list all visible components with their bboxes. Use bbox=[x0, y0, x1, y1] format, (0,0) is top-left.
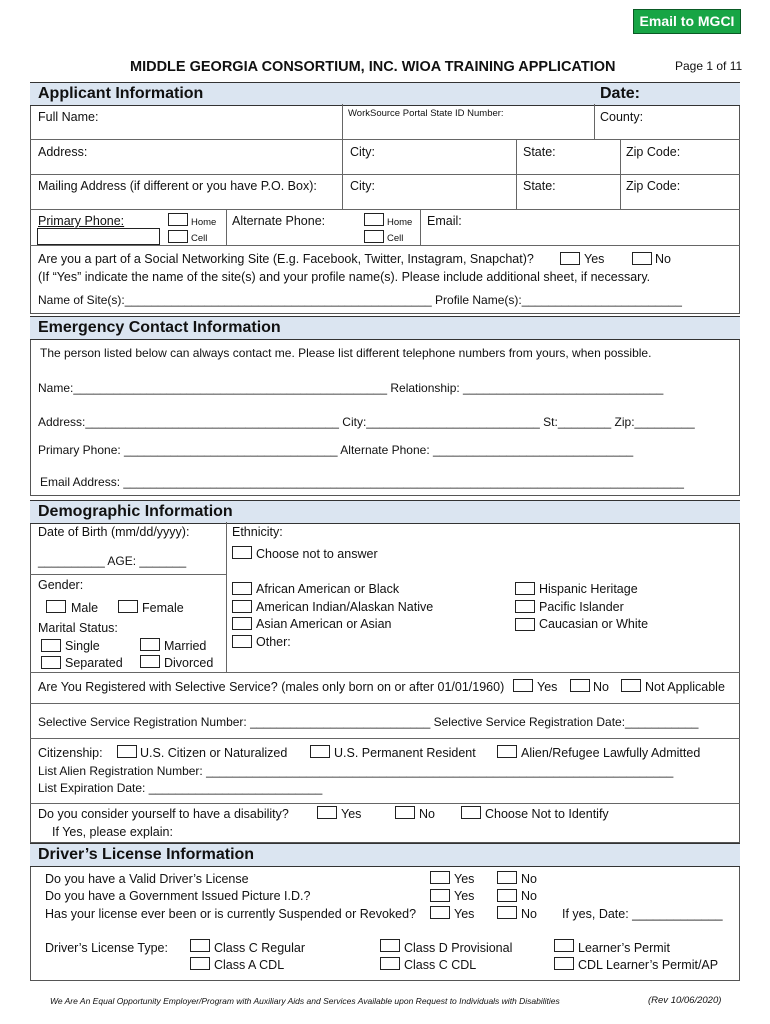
male-label: Male bbox=[71, 601, 99, 615]
disability-yes-checkbox[interactable] bbox=[317, 806, 337, 819]
class-c-cdl-label: Class C CDL bbox=[404, 958, 477, 972]
eeo-statement: We Are An Equal Opportunity Employer/Program with Auxiliary Aids and Services Available upon Request to Individuals with Disabilities bbox=[50, 996, 560, 1006]
permanent-resident-checkbox[interactable] bbox=[310, 745, 330, 758]
class-d-provisional-label: Class D Provisional bbox=[404, 941, 513, 955]
us-citizen-label: U.S. Citizen or Naturalized bbox=[140, 746, 288, 760]
marital-status-label: Marital Status: bbox=[38, 621, 118, 635]
social-note: (If “Yes” indicate the name of the site(s) and your profile name(s). Please include additional sheet, if necessary. bbox=[38, 270, 651, 284]
divorced-checkbox[interactable] bbox=[140, 655, 160, 668]
emergency-heading: Emergency Contact Information bbox=[38, 319, 281, 336]
male-checkbox[interactable] bbox=[46, 600, 66, 613]
choose-not-answer-checkbox[interactable] bbox=[232, 546, 252, 559]
separated-checkbox[interactable] bbox=[41, 656, 61, 669]
emergency-note: The person listed below can always contact me. Please list different telephone numbers from yours, when possible. bbox=[40, 346, 652, 360]
hispanic-checkbox[interactable] bbox=[515, 582, 535, 595]
class-c-regular-checkbox[interactable] bbox=[190, 939, 210, 952]
african-american-checkbox[interactable] bbox=[232, 582, 252, 595]
form-title: MIDDLE GEORGIA CONSORTIUM, INC. WIOA TRAINING APPLICATION bbox=[130, 59, 616, 75]
email-label: Email: bbox=[427, 214, 462, 228]
date-label: Date: bbox=[600, 85, 641, 102]
applicant-heading: Applicant Information bbox=[38, 85, 204, 102]
page-number: Page 1 of 11 bbox=[675, 59, 743, 73]
emergency-header bbox=[30, 316, 740, 340]
license-heading: Driver’s License Information bbox=[38, 846, 255, 863]
class-d-provisional-checkbox[interactable] bbox=[380, 939, 400, 952]
alien-refugee-checkbox[interactable] bbox=[497, 745, 517, 758]
alien-refugee-label: Alien/Refugee Lawfully Admitted bbox=[521, 746, 701, 760]
email-to-mgci-button[interactable]: Email to MGCI bbox=[633, 9, 741, 34]
social-question: Are you a part of a Social Networking Site (E.g. Facebook, Twitter, Instagram, Snapchat)? bbox=[38, 252, 534, 266]
q3-no-checkbox[interactable] bbox=[497, 906, 517, 919]
disability-question: Do you consider yourself to have a disability? bbox=[38, 807, 289, 821]
emergency-phone-line[interactable]: Primary Phone: ________________________________ Alternate Phone: ______________________________ bbox=[38, 443, 634, 457]
zip-label: Zip Code: bbox=[626, 145, 681, 159]
alternate-home-label: Home bbox=[387, 217, 413, 228]
q2-no-label: No bbox=[521, 889, 537, 903]
mailing-state-label: State: bbox=[523, 179, 556, 193]
divorced-label: Divorced bbox=[164, 656, 214, 670]
license-header bbox=[30, 843, 740, 867]
asian-label: Asian American or Asian bbox=[256, 617, 392, 631]
ss-no-checkbox[interactable] bbox=[570, 679, 590, 692]
permanent-resident-label: U.S. Permanent Resident bbox=[334, 746, 476, 760]
social-yes-checkbox[interactable] bbox=[560, 252, 580, 265]
social-no-label: No bbox=[655, 252, 671, 266]
social-no-checkbox[interactable] bbox=[632, 252, 652, 265]
q2-yes-checkbox[interactable] bbox=[430, 889, 450, 902]
hispanic-label: Hispanic Heritage bbox=[539, 582, 638, 596]
q3-yes-checkbox[interactable] bbox=[430, 906, 450, 919]
full-name-label: Full Name: bbox=[38, 110, 99, 124]
dob-label: Date of Birth (mm/dd/yyyy): bbox=[38, 525, 190, 539]
ss-yes-checkbox[interactable] bbox=[513, 679, 533, 692]
q3-no-label: No bbox=[521, 907, 537, 921]
emergency-address-line[interactable]: Address:______________________________________ City:__________________________ St:________ Zip:_________ bbox=[38, 415, 695, 429]
suspension-date-line[interactable]: If yes, Date: _____________ bbox=[562, 907, 723, 921]
selective-service-question: Are You Registered with Selective Service? (males only born on or after 01/01/1960) bbox=[38, 680, 505, 694]
primary-home-label: Home bbox=[191, 217, 217, 228]
female-label: Female bbox=[142, 601, 184, 615]
cdl-learners-permit-label: CDL Learner’s Permit/AP bbox=[578, 958, 719, 972]
emergency-email-line[interactable]: Email Address: ____________________________________________________________________________________ bbox=[40, 475, 684, 489]
license-q1: Do you have a Valid Driver’s License bbox=[45, 872, 249, 886]
learners-permit-checkbox[interactable] bbox=[554, 939, 574, 952]
caucasian-checkbox[interactable] bbox=[515, 618, 535, 631]
city-label: City: bbox=[350, 145, 375, 159]
ss-number-line[interactable]: Selective Service Registration Number: ___________________________ Selective Service Registration Date:___________ bbox=[38, 715, 699, 729]
primary-phone-input[interactable] bbox=[37, 228, 160, 245]
age-line[interactable]: __________ AGE: _______ bbox=[38, 554, 187, 568]
license-q3: Has your license ever been or is currently Suspended or Revoked? bbox=[45, 907, 417, 921]
license-q2: Do you have a Government Issued Picture I.D.? bbox=[45, 889, 311, 903]
choose-not-answer-label: Choose not to answer bbox=[256, 547, 378, 561]
other-label: Other: bbox=[256, 635, 291, 649]
portal-id-label: WorkSource Portal State ID Number: bbox=[348, 108, 504, 119]
mailing-zip-label: Zip Code: bbox=[626, 179, 681, 193]
female-checkbox[interactable] bbox=[118, 600, 138, 613]
alternate-phone-label: Alternate Phone: bbox=[232, 214, 326, 228]
african-american-label: African American or Black bbox=[256, 582, 400, 596]
ss-no-label: No bbox=[593, 680, 609, 694]
us-citizen-checkbox[interactable] bbox=[117, 745, 137, 758]
citizenship-label: Citizenship: bbox=[38, 746, 103, 760]
q3-yes-label: Yes bbox=[454, 907, 475, 921]
county-label: County: bbox=[600, 110, 644, 124]
disability-not-identify-label: Choose Not to Identify bbox=[485, 807, 609, 821]
pacific-islander-checkbox[interactable] bbox=[515, 600, 535, 613]
q1-yes-label: Yes bbox=[454, 872, 475, 886]
alternate-cell-checkbox[interactable] bbox=[364, 230, 384, 243]
ss-na-checkbox[interactable] bbox=[621, 679, 641, 692]
disability-explain-label: If Yes, please explain: bbox=[52, 825, 173, 839]
revision-date: (Rev 10/06/2020) bbox=[648, 995, 722, 1006]
applicant-header bbox=[30, 82, 740, 106]
disability-not-identify-checkbox[interactable] bbox=[461, 806, 481, 819]
american-indian-checkbox[interactable] bbox=[232, 600, 252, 613]
address-label: Address: bbox=[38, 145, 88, 159]
q1-no-checkbox[interactable] bbox=[497, 871, 517, 884]
demographic-header bbox=[30, 500, 740, 524]
expiration-line[interactable]: List Expiration Date: __________________________ bbox=[38, 781, 323, 795]
ss-yes-label: Yes bbox=[537, 680, 558, 694]
disability-no-label: No bbox=[419, 807, 435, 821]
state-label: State: bbox=[523, 145, 556, 159]
q1-no-label: No bbox=[521, 872, 537, 886]
asian-checkbox[interactable] bbox=[232, 617, 252, 630]
site-profile-line[interactable]: Name of Site(s):______________________________________________ Profile Name(s):________________________ bbox=[38, 293, 682, 307]
q2-no-checkbox[interactable] bbox=[497, 889, 517, 902]
caucasian-label: Caucasian or White bbox=[539, 617, 649, 631]
learners-permit-label: Learner’s Permit bbox=[578, 941, 670, 955]
q1-yes-checkbox[interactable] bbox=[430, 871, 450, 884]
primary-cell-label: Cell bbox=[191, 233, 208, 244]
class-a-cdl-label: Class A CDL bbox=[214, 958, 285, 972]
other-checkbox[interactable] bbox=[232, 635, 252, 648]
class-c-cdl-checkbox[interactable] bbox=[380, 957, 400, 970]
married-checkbox[interactable] bbox=[140, 638, 160, 651]
q2-yes-label: Yes bbox=[454, 889, 475, 903]
license-type-label: Driver’s License Type: bbox=[45, 941, 168, 955]
class-c-regular-label: Class C Regular bbox=[214, 941, 306, 955]
demographic-heading: Demographic Information bbox=[38, 503, 233, 520]
emergency-name-line[interactable]: Name:_______________________________________________ Relationship: ______________________________ bbox=[38, 381, 664, 395]
social-yes-label: Yes bbox=[584, 252, 605, 266]
gender-label: Gender: bbox=[38, 578, 84, 592]
primary-phone-label: Primary Phone: bbox=[38, 214, 125, 228]
mailing-city-label: City: bbox=[350, 179, 375, 193]
ss-na-label: Not Applicable bbox=[645, 680, 725, 694]
disability-no-checkbox[interactable] bbox=[395, 806, 415, 819]
alternate-cell-label: Cell bbox=[387, 233, 404, 244]
separated-label: Separated bbox=[65, 656, 123, 670]
mailing-address-label: Mailing Address (if different or you have P.O. Box): bbox=[38, 179, 317, 193]
class-a-cdl-checkbox[interactable] bbox=[190, 957, 210, 970]
ethnicity-label: Ethnicity: bbox=[232, 525, 283, 539]
primary-cell-checkbox[interactable] bbox=[168, 230, 188, 243]
emergency-frame bbox=[30, 316, 740, 496]
cdl-learners-permit-checkbox[interactable] bbox=[554, 957, 574, 970]
disability-yes-label: Yes bbox=[341, 807, 362, 821]
single-label: Single bbox=[65, 639, 100, 653]
primary-home-checkbox[interactable] bbox=[168, 213, 188, 226]
pacific-islander-label: Pacific Islander bbox=[539, 600, 624, 614]
american-indian-label: American Indian/Alaskan Native bbox=[256, 600, 434, 614]
married-label: Married bbox=[164, 639, 207, 653]
single-checkbox[interactable] bbox=[41, 639, 61, 652]
alien-number-line[interactable]: List Alien Registration Number: ______________________________________________________________________ bbox=[38, 764, 674, 778]
alternate-home-checkbox[interactable] bbox=[364, 213, 384, 226]
